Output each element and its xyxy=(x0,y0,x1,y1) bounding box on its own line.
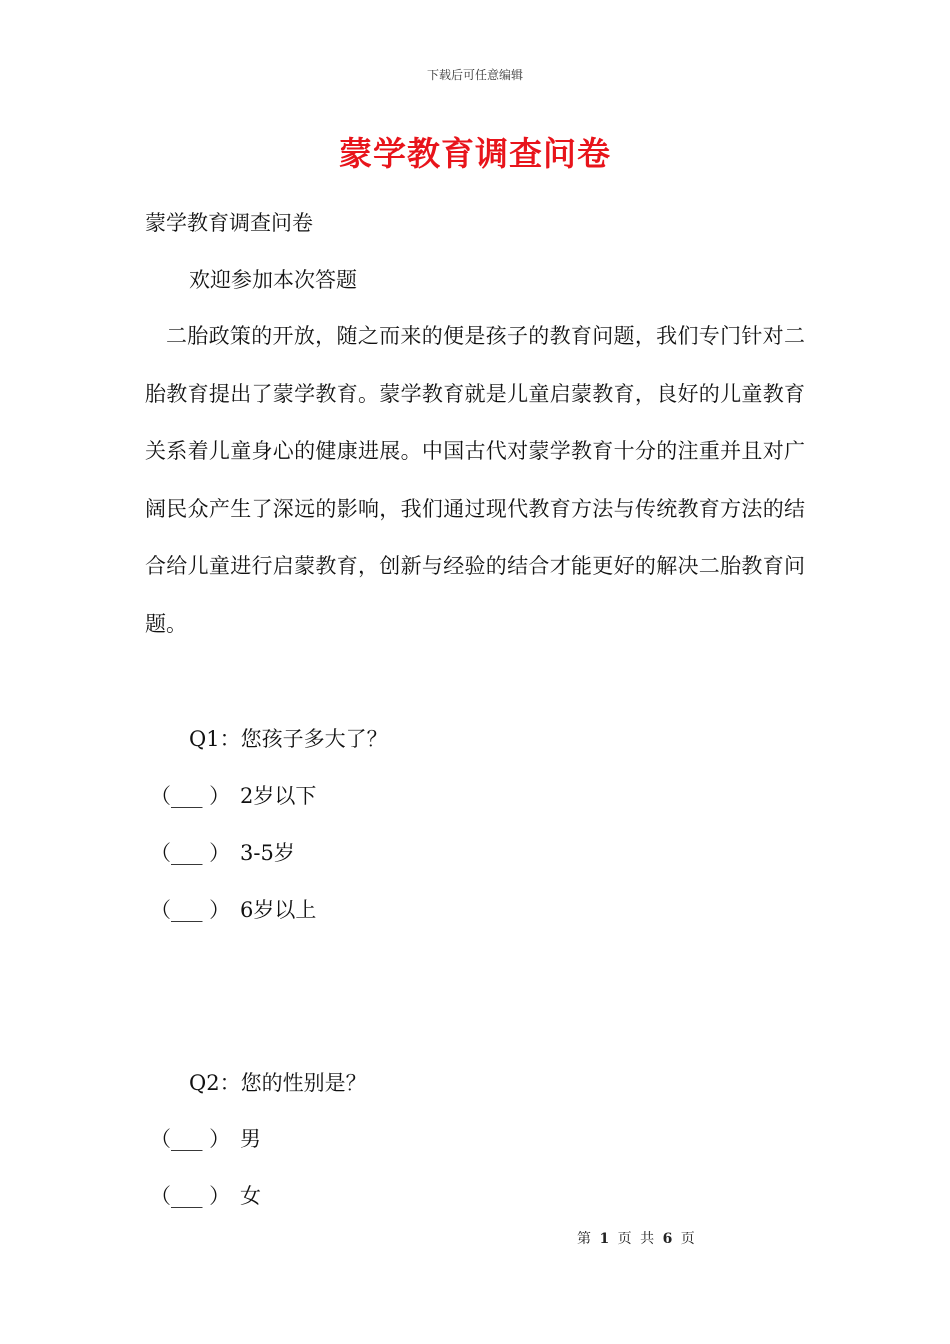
q2-option-2[interactable] xyxy=(150,1181,261,1211)
page-number: 1 xyxy=(599,1231,610,1247)
question-1: Q1：您孩子多大了？ xyxy=(189,727,388,751)
answer-blank[interactable]: （___ ） xyxy=(150,841,231,865)
subtitle: 蒙学教育调查问卷 xyxy=(145,211,313,235)
option-label: 男 xyxy=(240,1127,261,1151)
answer-blank[interactable]: （___ ） xyxy=(150,1127,231,1151)
welcome-text: 欢迎参加本次答题 xyxy=(189,268,357,292)
document-title: 蒙学教育调查问卷 xyxy=(339,134,611,173)
page-footer xyxy=(577,1228,695,1248)
total-pages: 6 xyxy=(662,1231,673,1247)
header-note: 下载后可任意编辑 xyxy=(426,68,523,82)
q1-option-3[interactable] xyxy=(150,895,316,925)
footer-prefix: 第 xyxy=(577,1231,591,1247)
intro-paragraph: 二胎政策的开放，随之而来的便是孩子的教育问题，我们专门针对二胎教育提出了蒙学教育。蒙学教育就是儿童启蒙教育，良好的儿童教育关系着儿童身心的健康进展。中国古代对蒙学教育十分的注重并且对广阔民众产生了深远的影响，我们通过现代教育方法与传统教育方法的结合给儿童进行启蒙教育，创新与经验的结合才能更好的解决二胎教育问题。 xyxy=(145,324,805,636)
footer-suffix: 页 xyxy=(680,1231,695,1247)
q2-option-1[interactable] xyxy=(150,1124,261,1154)
answer-blank[interactable]: （___ ） xyxy=(150,898,231,922)
answer-blank[interactable]: （___ ） xyxy=(150,784,231,808)
footer-middle: 页 共 xyxy=(617,1231,655,1247)
q1-option-1[interactable] xyxy=(150,781,316,811)
answer-blank[interactable]: （___ ） xyxy=(150,1184,231,1208)
option-label: 6岁以上 xyxy=(240,898,317,922)
option-label: 3-5岁 xyxy=(240,841,295,865)
q1-option-2[interactable] xyxy=(150,838,295,868)
option-label: 女 xyxy=(240,1184,261,1208)
question-2: Q2：您的性别是？ xyxy=(189,1071,367,1095)
option-label: 2岁以下 xyxy=(240,784,317,808)
